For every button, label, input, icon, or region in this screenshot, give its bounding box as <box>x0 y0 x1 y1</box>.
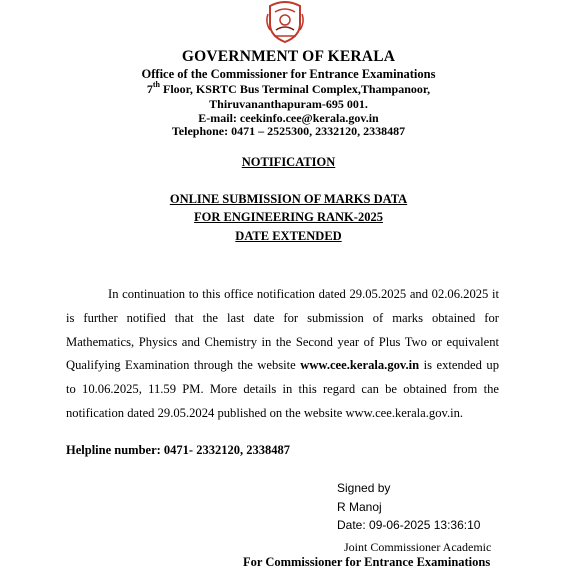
signatory-name: R Manoj <box>337 500 382 514</box>
subject-line-2: FOR ENGINEERING RANK-2025 <box>194 210 383 224</box>
for-commissioner-line: For Commissioner for Entrance Examinations <box>243 555 491 569</box>
subject-line-3: DATE EXTENDED <box>235 229 342 243</box>
subject-line-1: ONLINE SUBMISSION OF MARKS DATA <box>169 192 408 206</box>
signatory-designation: Joint Commissioner Academic <box>344 540 492 554</box>
office-name: Office of the Commissioner for Entrance Examinations <box>141 67 436 81</box>
signature-date: Date: 09-06-2025 13:36:10 <box>337 518 481 532</box>
address-line-2: Thiruvananthapuram-695 001. <box>209 97 368 111</box>
kerala-emblem-icon <box>264 0 306 44</box>
address-line-1 <box>0 82 577 97</box>
floor-number: 7 <box>146 82 153 96</box>
body-website-bold: www.cee.kerala.gov.in <box>300 358 420 373</box>
notification-heading: NOTIFICATION <box>241 155 336 169</box>
signed-by-label: Signed by <box>337 481 391 495</box>
address-text: Floor, KSRTC Bus Terminal Complex,Thampanoor, <box>160 82 431 96</box>
floor-suffix: th <box>152 80 161 89</box>
body-text-2: is extended up to 10.06.2025, 11.59 PM. More details in this regard can be obtained from the notification dated 29.05.2024 published on the website www.cee.kerala.gov.in. <box>66 358 499 420</box>
body-text-1: In continuation to this office notification dated 29.05.2025 and 02.06.2025 it is further notified that the last date for submission of marks obtained for Mathematics, Physics and Chemistry in the Second year of Plus Two or equivalent Qualifying Examination through the website <box>66 287 499 373</box>
government-title: GOVERNMENT OF KERALA <box>181 48 396 65</box>
email-line: E-mail: ceekinfo.cee@kerala.gov.in <box>198 111 379 125</box>
helpline-number: Helpline number: 0471- 2332120, 2338487 <box>66 443 290 457</box>
notification-body <box>66 283 499 426</box>
telephone-line: Telephone: 0471 – 2525300, 2332120, 2338487 <box>171 124 406 138</box>
